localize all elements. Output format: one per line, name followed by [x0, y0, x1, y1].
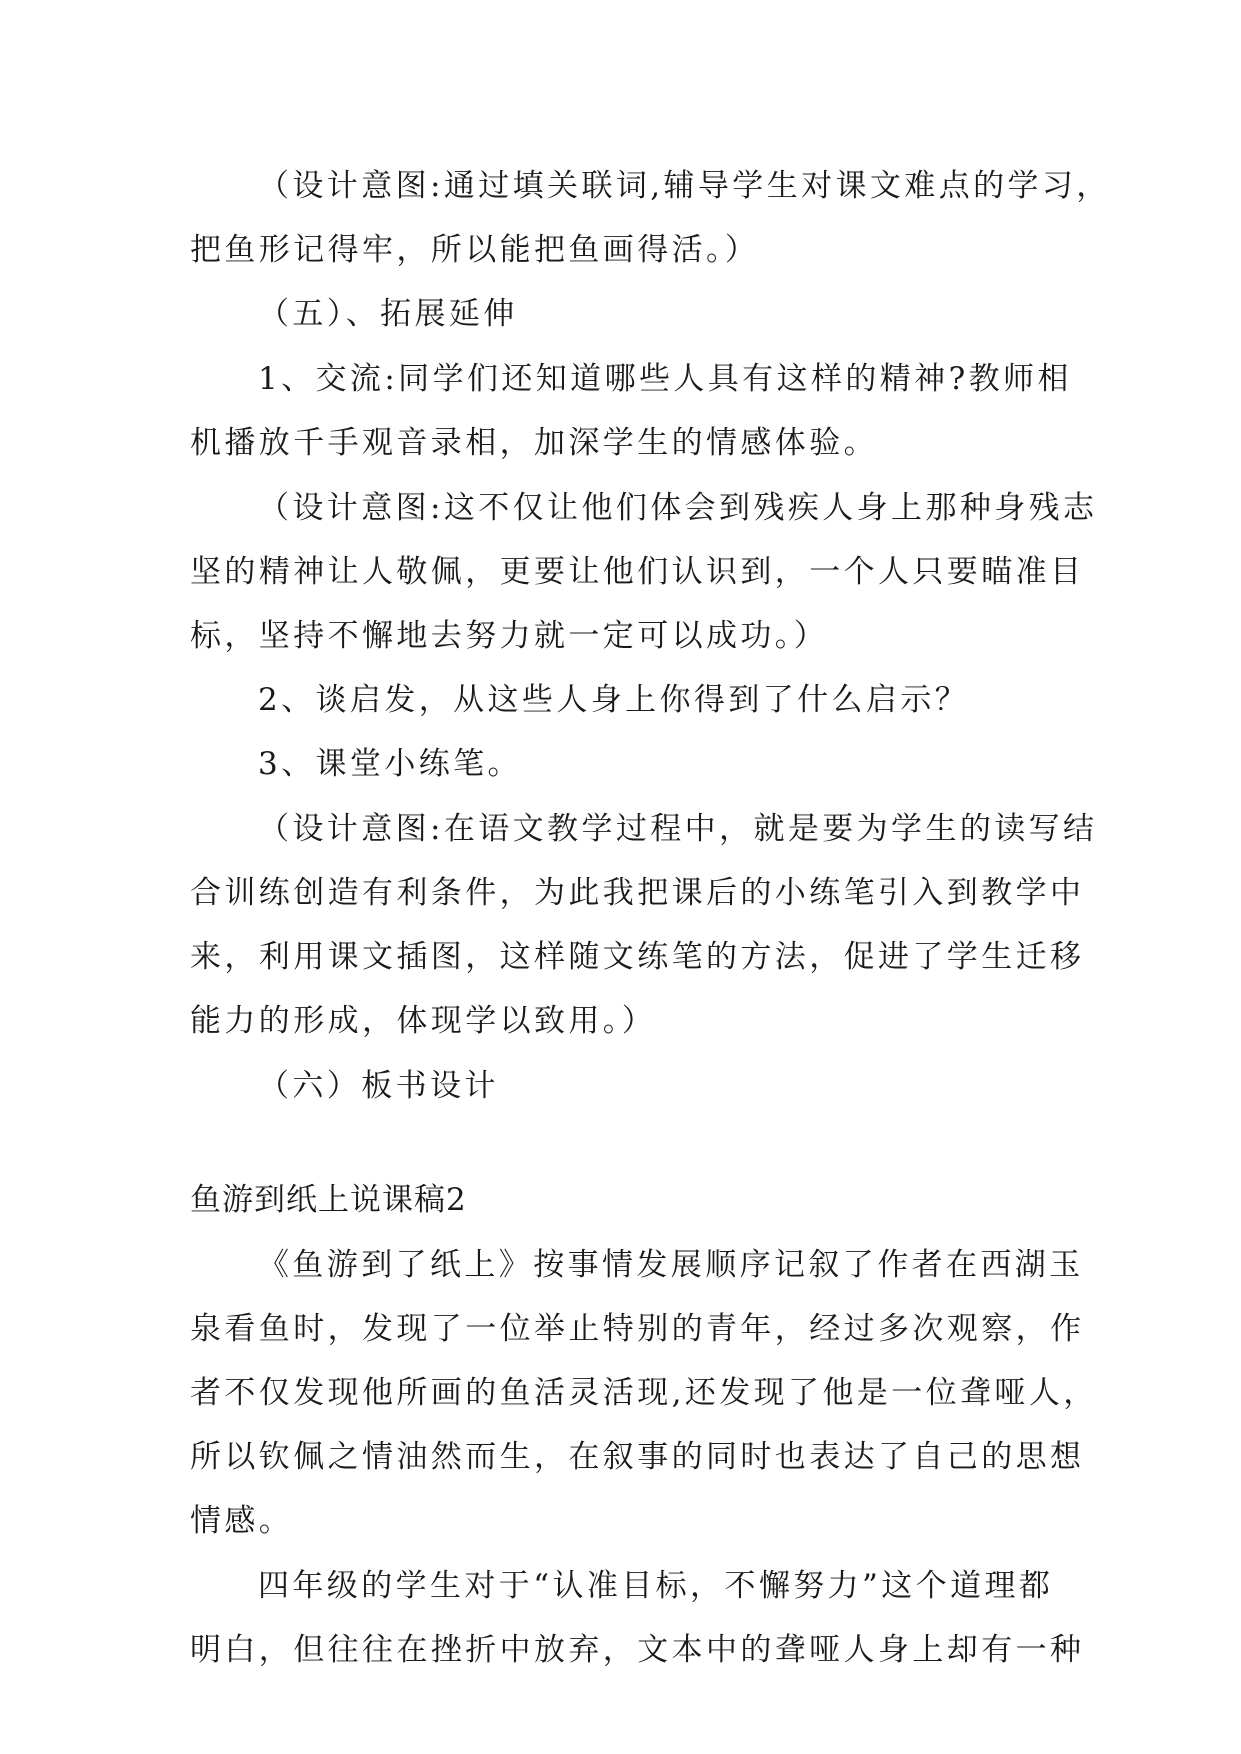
section-heading: （六）板书设计 [258, 1068, 499, 1104]
paragraph-line: 能力的形成，体现学以致用。） [190, 1003, 657, 1039]
paragraph-line: （设计意图:这不仅让他们体会到残疾人身上那种身残志 [258, 490, 1098, 526]
paragraph-line: 机播放千手观音录相，加深学生的情感体验。 [190, 425, 878, 461]
paragraph-line: 2、谈启发，从这些人身上你得到了什么启示？ [258, 682, 970, 718]
paragraph-line: 泉看鱼时，发现了一位举止特别的青年，经过多次观察，作 [190, 1311, 1085, 1347]
paragraph-line: 者不仅发现他所画的鱼活灵活现,还发现了他是一位聋哑人， [190, 1375, 1098, 1411]
paragraph-line: 来，利用课文插图，这样随文练笔的方法，促进了学生迁移 [190, 939, 1085, 975]
paragraph-line: （设计意图:通过填关联词,辅导学生对课文难点的学习， [258, 168, 1111, 204]
paragraph-line: 《鱼游到了纸上》按事情发展顺序记叙了作者在西湖玉 [258, 1247, 1084, 1283]
paragraph-line: 情感。 [190, 1503, 294, 1539]
paragraph-line: 合训练创造有利条件，为此我把课后的小练笔引入到教学中 [190, 875, 1085, 911]
paragraph-line: （设计意图:在语文教学过程中，就是要为学生的读写结 [258, 811, 1098, 847]
paragraph-line: 所以钦佩之情油然而生，在叙事的同时也表达了自己的思想 [190, 1439, 1085, 1475]
paragraph-line: 标，坚持不懈地去努力就一定可以成功。） [190, 618, 829, 654]
paragraph-line: 四年级的学生对于“认准目标，不懈努力”这个道理都 [258, 1568, 1054, 1604]
paragraph-line: 明白，但往往在挫折中放弃，文本中的聋哑人身上却有一种 [190, 1632, 1085, 1668]
paragraph-line: 3、课堂小练笔。 [258, 746, 522, 782]
section-heading: （五）、拓展延伸 [258, 296, 518, 332]
paragraph-line: 1、交流:同学们还知道哪些人具有这样的精神?教师相 [258, 361, 1072, 397]
paragraph-line: 坚的精神让人敬佩，更要让他们认识到，一个人只要瞄准目 [190, 554, 1085, 590]
document-title: 鱼游到纸上说课稿2 [190, 1182, 467, 1218]
paragraph-line: 把鱼形记得牢，所以能把鱼画得活。） [190, 232, 760, 268]
